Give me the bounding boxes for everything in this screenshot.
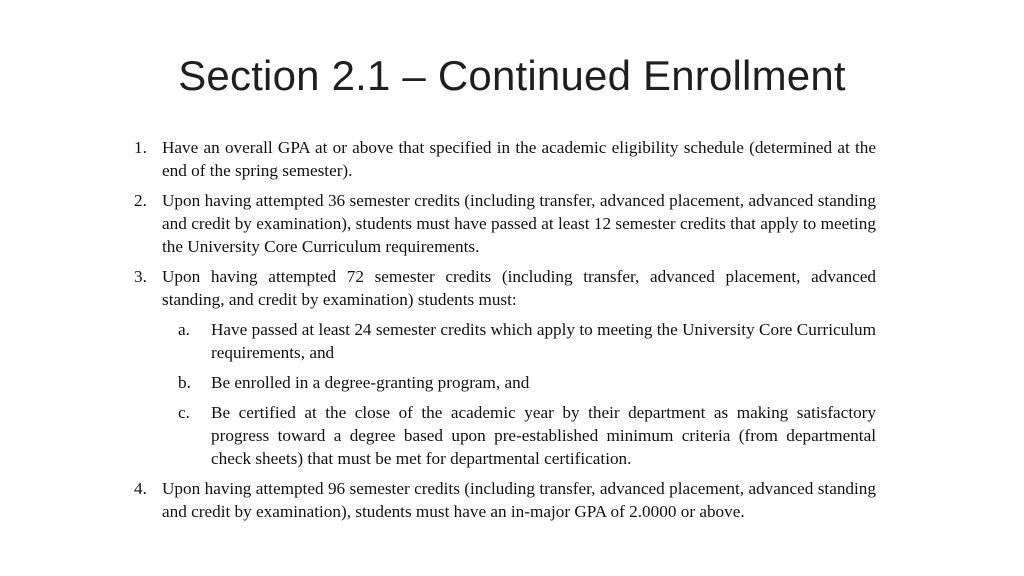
item-number: 1. [134,138,147,157]
item-text: Upon having attempted 72 semester credits (including transfer, advanced placement, advanced standing, and credit by examination) students must: [162,267,876,309]
item-number: 4. [134,479,147,498]
slide-title: Section 2.1 – Continued Enrollment [178,52,846,99]
sub-item-letter: c. [178,403,190,422]
sub-item-text: Have passed at least 24 semester credits which apply to meeting the University Core Curriculum requirements, and [211,320,876,362]
item-text: Upon having attempted 36 semester credits (including transfer, advanced placement, advanced standing and credit by examination), students must have passed at least 12 semester credits that apply to meeting the University Core Curriculum requirements. [162,191,876,256]
item-text: Upon having attempted 96 semester credits (including transfer, advanced placement, advanced standing and credit by examination), students must have an in-major GPA of 2.0000 or above. [162,479,876,521]
list-item [134,265,876,470]
sub-list-item [162,318,876,364]
document-body [134,136,876,530]
item-number: 3. [134,267,147,286]
sub-list-item [162,371,876,394]
item-number: 2. [134,191,147,210]
sub-item-letter: b. [178,373,191,392]
requirements-list [134,136,876,523]
list-item [134,477,876,523]
sub-item-text: Be certified at the close of the academic year by their department as making satisfactory progress toward a degree based upon pre-established minimum criteria (from departmental check sheets) that must be met for departmental certification. [211,403,876,468]
list-item [134,189,876,258]
sub-item-text: Be enrolled in a degree-granting program, and [211,373,530,392]
list-item [134,136,876,182]
sub-item-letter: a. [178,320,190,339]
sub-requirements-list [162,318,876,470]
item-text: Have an overall GPA at or above that specified in the academic eligibility schedule (determined at the end of the spring semester). [162,138,876,180]
sub-list-item [162,401,876,470]
